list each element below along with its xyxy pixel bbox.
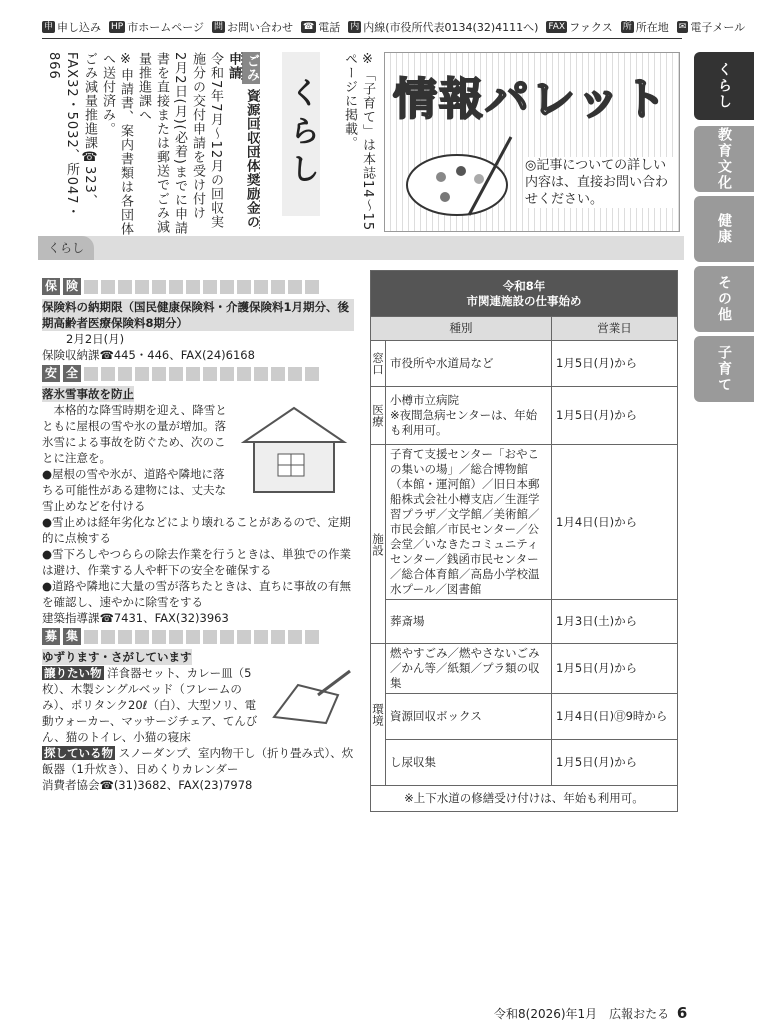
table-row-name: 葬斎場 bbox=[386, 600, 552, 644]
gomi-article bbox=[44, 52, 260, 236]
snowy-house-illustration bbox=[234, 402, 354, 498]
footer-text: 令和8(2026)年1月 広報おたる bbox=[494, 1007, 670, 1021]
table-row-date: 1月3日(土)から bbox=[552, 600, 678, 644]
section-bar bbox=[38, 236, 684, 260]
gomi-line: 令和7年7月～12月の回収実施分の交付申請を受け付け bbox=[190, 52, 223, 230]
anzen-bullet: ●屋根の雪や氷が、道路や隣地に落ちる可能性がある建物には、丈夫な雪止めなどを付ける bbox=[42, 467, 226, 513]
category-anzen bbox=[42, 365, 354, 382]
palette-title: 情報パレット bbox=[393, 74, 669, 125]
gomi-tag: ごみ bbox=[244, 54, 259, 82]
legend-item bbox=[109, 19, 204, 35]
category-hoken bbox=[42, 278, 354, 295]
left-column bbox=[42, 276, 354, 793]
legend-label: お問い合わせ bbox=[227, 21, 294, 34]
legend-bar bbox=[42, 16, 746, 38]
category-char: 保 bbox=[42, 278, 60, 295]
want-items: スノーダンプ、室内物干し（折り畳み式）、炊飯器（1升炊き）、日めくりカレンダー bbox=[42, 746, 354, 776]
gomi-contact: ごみ減量推進課☎323、FAX32・5032、所047・866 bbox=[46, 52, 97, 219]
section-tab: くらし bbox=[38, 236, 94, 260]
legend-icon: 申 bbox=[44, 22, 54, 32]
anzen-bullet: ●雪止めは経年劣化などにより壊れることがあるので、定期的に点検する bbox=[42, 515, 351, 545]
side-tab-0[interactable]: くらし bbox=[694, 52, 754, 120]
category-boshu bbox=[42, 628, 354, 645]
side-tab-1[interactable]: 教育文化 bbox=[694, 126, 754, 192]
table-row-date: 1月5日(月)から bbox=[552, 387, 678, 445]
info-palette-box bbox=[384, 52, 680, 232]
side-tab-3[interactable]: その他 bbox=[694, 266, 754, 332]
table-row-name: 資源回収ボックス bbox=[386, 694, 552, 740]
anzen-bullet: ●雪下ろしやつららの除去作業を行うときは、単独での作業は避け、作業する人や軒下の安全を確保する bbox=[42, 547, 352, 577]
legend-item bbox=[301, 19, 340, 35]
snow-shovel-illustration bbox=[268, 667, 354, 727]
table-row-name: 燃やすごみ／燃やさないごみ／かん等／紙類／プラ類の収集 bbox=[386, 644, 552, 694]
legend-divider bbox=[42, 38, 682, 39]
table-row-date: 1月5日(月)から bbox=[552, 740, 678, 786]
table-group: 施設 bbox=[371, 445, 386, 644]
legend-icon: ☎ bbox=[303, 22, 315, 32]
table-header-type: 種別 bbox=[371, 317, 552, 341]
hoken-heading: 保険料の納期限（国民健康保険料・介護保険料1月期分、後期高齢者医療保険料8期分） bbox=[42, 299, 354, 331]
legend-icon: 内 bbox=[350, 22, 360, 32]
legend-icon: ✉ bbox=[678, 22, 687, 32]
table-title: 令和8年 市関連施設の仕事始め bbox=[371, 271, 678, 317]
paint-palette-icon bbox=[399, 133, 519, 223]
kurashi-heading: くらし bbox=[282, 52, 320, 216]
legend-icon: HP bbox=[111, 22, 124, 32]
table-row-date: 1月4日(日)から bbox=[552, 445, 678, 600]
legend-label: 電話 bbox=[318, 21, 341, 34]
legend-icon: FAX bbox=[548, 22, 566, 32]
table-note: ※上下水道の修繕受け付けは、年始も利用可。 bbox=[371, 786, 678, 812]
table-row-name: 子育て支援センター「おやこの集いの場」／総合博物館（本館・運河館）／旧日本郵船株式会社小樽支店／生涯学習プラザ／文学館／美術館／市民会館／市民センター／公会堂／いなきたコミュニティセンター／銭函市民センター／総合体育館／高島小学校温水プール／図書館 bbox=[386, 445, 552, 600]
boshu-heading: ゆずります・さがしています bbox=[42, 650, 192, 664]
table-group: 医療 bbox=[371, 387, 386, 445]
palette-note: ◎記事についての詳しい内容は、直接お問い合わせください。 bbox=[525, 157, 675, 208]
legend-label: 電子メール bbox=[690, 21, 746, 34]
gomi-line: 2月2日(月)(必着)までに申請書を直接または郵送でごみ減量推進課へ bbox=[136, 52, 187, 235]
table-row-name: 市役所や水道局など bbox=[386, 341, 552, 387]
category-char: 険 bbox=[63, 278, 81, 295]
give-items: 洋食器セット、カレー皿（5枚）、木製シングルベッド（フレームのみ）、ポリタンク20ℓ（白）、大型ソリ、電動ウォーカー、マッサージチェア、てんびん、猫のトイレ、小猫の寝床 bbox=[42, 666, 258, 744]
gomi-title: 資源回収団体奨励金の申請 bbox=[226, 52, 259, 230]
legend-item bbox=[546, 19, 612, 35]
legend-icon: 所 bbox=[622, 22, 632, 32]
legend-label: 内線(市役所代表0134(32)4111へ) bbox=[363, 21, 539, 34]
legend-item bbox=[212, 19, 293, 35]
page-footer bbox=[494, 1004, 687, 1022]
table-group: 環境 bbox=[371, 644, 386, 786]
legend-item bbox=[42, 19, 101, 35]
anzen-contact: 建築指導課☎7431、FAX(32)3963 bbox=[42, 611, 229, 625]
legend-label: 申し込み bbox=[57, 21, 102, 34]
legend-item bbox=[348, 19, 538, 35]
category-char: 全 bbox=[63, 365, 81, 382]
anzen-body: 本格的な降雪時期を迎え、降雪とともに屋根の雪や氷の量が増加。落氷雪による事故を防ぐため、次のことに注意を。 bbox=[42, 403, 227, 465]
want-label: 探している物 bbox=[44, 746, 113, 760]
legend-label: 所在地 bbox=[635, 21, 669, 34]
boshu-contact: 消費者協会☎(31)3682、FAX(23)7978 bbox=[42, 778, 253, 792]
table-row-name: 小樽市立病院 ※夜間急病センターは、年始も利用可。 bbox=[386, 387, 552, 445]
legend-item bbox=[677, 19, 745, 35]
legend-label: ファクス bbox=[569, 21, 613, 34]
table-row-date: 1月4日(日)㊐9時から bbox=[552, 694, 678, 740]
category-char: 安 bbox=[42, 365, 60, 382]
category-char: 集 bbox=[63, 628, 81, 645]
give-label: 譲りたい物 bbox=[44, 666, 102, 680]
hoken-contact: 保険収納課☎445・446、FAX(24)6168 bbox=[42, 348, 255, 362]
facility-schedule-table bbox=[370, 270, 678, 812]
legend-label: 市ホームページ bbox=[127, 21, 204, 34]
table-row-date: 1月5日(月)から bbox=[552, 644, 678, 694]
table-header-date: 営業日 bbox=[552, 317, 678, 341]
category-char: 募 bbox=[42, 628, 60, 645]
gomi-line: ※申請書、案内書類は各団体へ送付済み。 bbox=[100, 52, 133, 236]
side-tab-4[interactable]: 子育て bbox=[694, 336, 754, 402]
page-number: 6 bbox=[676, 1004, 688, 1022]
table-group: 窓口 bbox=[371, 341, 386, 387]
legend-icon: 問 bbox=[214, 22, 224, 32]
hoken-date: 2月2日(月) bbox=[66, 332, 125, 346]
anzen-heading: 落氷雪事故を防止 bbox=[42, 387, 134, 401]
side-tab-2[interactable]: 健康 bbox=[694, 196, 754, 262]
table-row-name: し尿収集 bbox=[386, 740, 552, 786]
anzen-bullet: ●道路や隣地に大量の雪が落ちたときは、直ちに事故の有無を確認し、速やかに除雪をする bbox=[42, 579, 352, 609]
legend-item bbox=[621, 19, 669, 35]
kosodate-note: ※「子育て」は本誌14～15ページに掲載。 bbox=[342, 52, 375, 232]
table-row-date: 1月5日(月)から bbox=[552, 341, 678, 387]
